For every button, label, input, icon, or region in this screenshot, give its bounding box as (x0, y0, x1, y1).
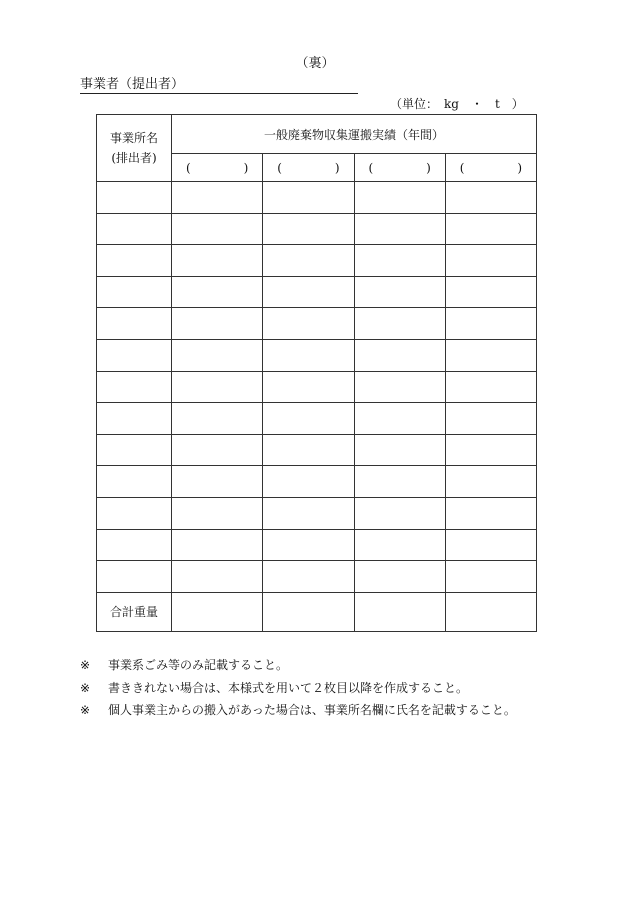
amount-cell[interactable] (354, 434, 445, 466)
amount-cell[interactable] (445, 339, 536, 371)
business-name-cell[interactable] (97, 403, 172, 435)
year-column-3[interactable] (354, 154, 445, 182)
amount-cell[interactable] (445, 182, 536, 214)
business-name-cell[interactable] (97, 308, 172, 340)
amount-cell[interactable] (172, 182, 263, 214)
amount-cell[interactable] (354, 213, 445, 245)
year-close-paren: ) (426, 160, 431, 175)
business-name-cell[interactable] (97, 245, 172, 277)
amount-cell[interactable] (172, 339, 263, 371)
amount-cell[interactable] (445, 403, 536, 435)
total-weight-label: 合計重量 (97, 592, 172, 631)
amount-cell[interactable] (445, 466, 536, 498)
year-open-paren: ( (186, 160, 191, 175)
total-row (97, 592, 537, 631)
submitter-field[interactable]: 事業者（提出者） (80, 73, 358, 94)
amount-cell[interactable] (172, 213, 263, 245)
amount-cell[interactable] (263, 403, 354, 435)
business-name-cell[interactable] (97, 213, 172, 245)
amount-cell[interactable] (354, 308, 445, 340)
amount-cell[interactable] (354, 182, 445, 214)
amount-cell[interactable] (445, 497, 536, 529)
business-name-cell[interactable] (97, 339, 172, 371)
page-side-label: （裏） (295, 56, 335, 71)
business-name-cell[interactable] (97, 497, 172, 529)
amount-cell[interactable] (172, 403, 263, 435)
business-name-cell[interactable] (97, 434, 172, 466)
amount-cell[interactable] (263, 466, 354, 498)
table-row (97, 213, 537, 245)
year-close-paren: ) (243, 160, 249, 175)
amount-cell[interactable] (445, 213, 536, 245)
amount-cell[interactable] (354, 339, 445, 371)
amount-cell[interactable] (263, 276, 354, 308)
amount-cell[interactable] (263, 339, 354, 371)
business-name-cell[interactable] (97, 371, 172, 403)
amount-cell[interactable] (263, 182, 354, 214)
note-text: 個人事業主からの搬入があった場合は、事業所名欄に氏名を記載すること。 (108, 703, 516, 717)
note-mark: ※ (80, 658, 91, 672)
table-row (97, 308, 537, 340)
amount-cell[interactable] (172, 308, 263, 340)
amount-cell[interactable] (172, 529, 263, 561)
year-close-paren: ) (334, 160, 340, 175)
table-row (97, 276, 537, 308)
note-item (80, 699, 516, 722)
table-row (97, 529, 537, 561)
amount-cell[interactable] (172, 434, 263, 466)
year-open-paren: ( (459, 160, 465, 175)
table-row (97, 371, 537, 403)
amount-cell[interactable] (172, 276, 263, 308)
amount-cell[interactable] (354, 466, 445, 498)
year-column-1[interactable] (172, 154, 263, 182)
total-cell[interactable] (445, 592, 536, 631)
year-close-paren: ) (517, 160, 522, 175)
amount-cell[interactable] (354, 403, 445, 435)
amount-cell[interactable] (263, 371, 354, 403)
business-name-cell[interactable] (97, 529, 172, 561)
table-row (97, 245, 537, 277)
amount-cell[interactable] (172, 561, 263, 593)
table-row (97, 403, 537, 435)
business-name-cell[interactable] (97, 466, 172, 498)
note-item (80, 654, 516, 677)
note-item (80, 677, 516, 700)
note-mark: ※ (80, 680, 91, 695)
amount-cell[interactable] (263, 497, 354, 529)
year-column-4[interactable] (445, 154, 536, 182)
amount-cell[interactable] (445, 245, 536, 277)
year-open-paren: ( (277, 160, 282, 175)
amount-cell[interactable] (263, 434, 354, 466)
amount-cell[interactable] (354, 561, 445, 593)
amount-cell[interactable] (354, 371, 445, 403)
table-row (97, 339, 537, 371)
note-mark: ※ (80, 703, 91, 717)
notes-list (80, 654, 516, 722)
amount-cell[interactable] (263, 213, 354, 245)
table-row (97, 182, 537, 214)
table-row (97, 561, 537, 593)
amount-cell[interactable] (354, 529, 445, 561)
collection-records-table (96, 114, 537, 632)
business-name-header-line1: 事業所名 (109, 131, 158, 145)
amount-cell[interactable] (263, 245, 354, 277)
unit-label: （単位： kg ・ t ） (390, 97, 524, 111)
amount-cell[interactable] (445, 276, 536, 308)
note-text: 事業系ごみ等のみ記載すること。 (108, 658, 289, 672)
amount-cell[interactable] (263, 529, 354, 561)
amount-cell[interactable] (172, 497, 263, 529)
year-column-2[interactable] (263, 154, 354, 182)
total-cell[interactable] (354, 592, 445, 631)
collection-results-header: 一般廃棄物収集運搬実績（年間） (172, 115, 537, 154)
total-cell[interactable] (172, 592, 263, 631)
amount-cell[interactable] (172, 245, 263, 277)
amount-cell[interactable] (354, 497, 445, 529)
amount-cell[interactable] (354, 245, 445, 277)
amount-cell[interactable] (445, 561, 536, 593)
table-row (97, 466, 537, 498)
amount-cell[interactable] (263, 308, 354, 340)
amount-cell[interactable] (445, 308, 536, 340)
amount-cell[interactable] (172, 371, 263, 403)
amount-cell[interactable] (445, 529, 536, 561)
amount-cell[interactable] (445, 371, 536, 403)
business-name-header-line2: (排出者) (111, 151, 157, 165)
table-row (97, 497, 537, 529)
note-text: 書ききれない場合は、本様式を用いて２枚目以降を作成すること。 (108, 680, 469, 695)
amount-cell[interactable] (263, 561, 354, 593)
business-name-cell[interactable] (97, 276, 172, 308)
table-row (97, 434, 537, 466)
amount-cell[interactable] (354, 276, 445, 308)
year-open-paren: ( (368, 160, 374, 175)
business-name-header (97, 115, 172, 182)
amount-cell[interactable] (445, 434, 536, 466)
total-cell[interactable] (263, 592, 354, 631)
business-name-cell[interactable] (97, 182, 172, 214)
business-name-cell[interactable] (97, 561, 172, 593)
amount-cell[interactable] (172, 466, 263, 498)
